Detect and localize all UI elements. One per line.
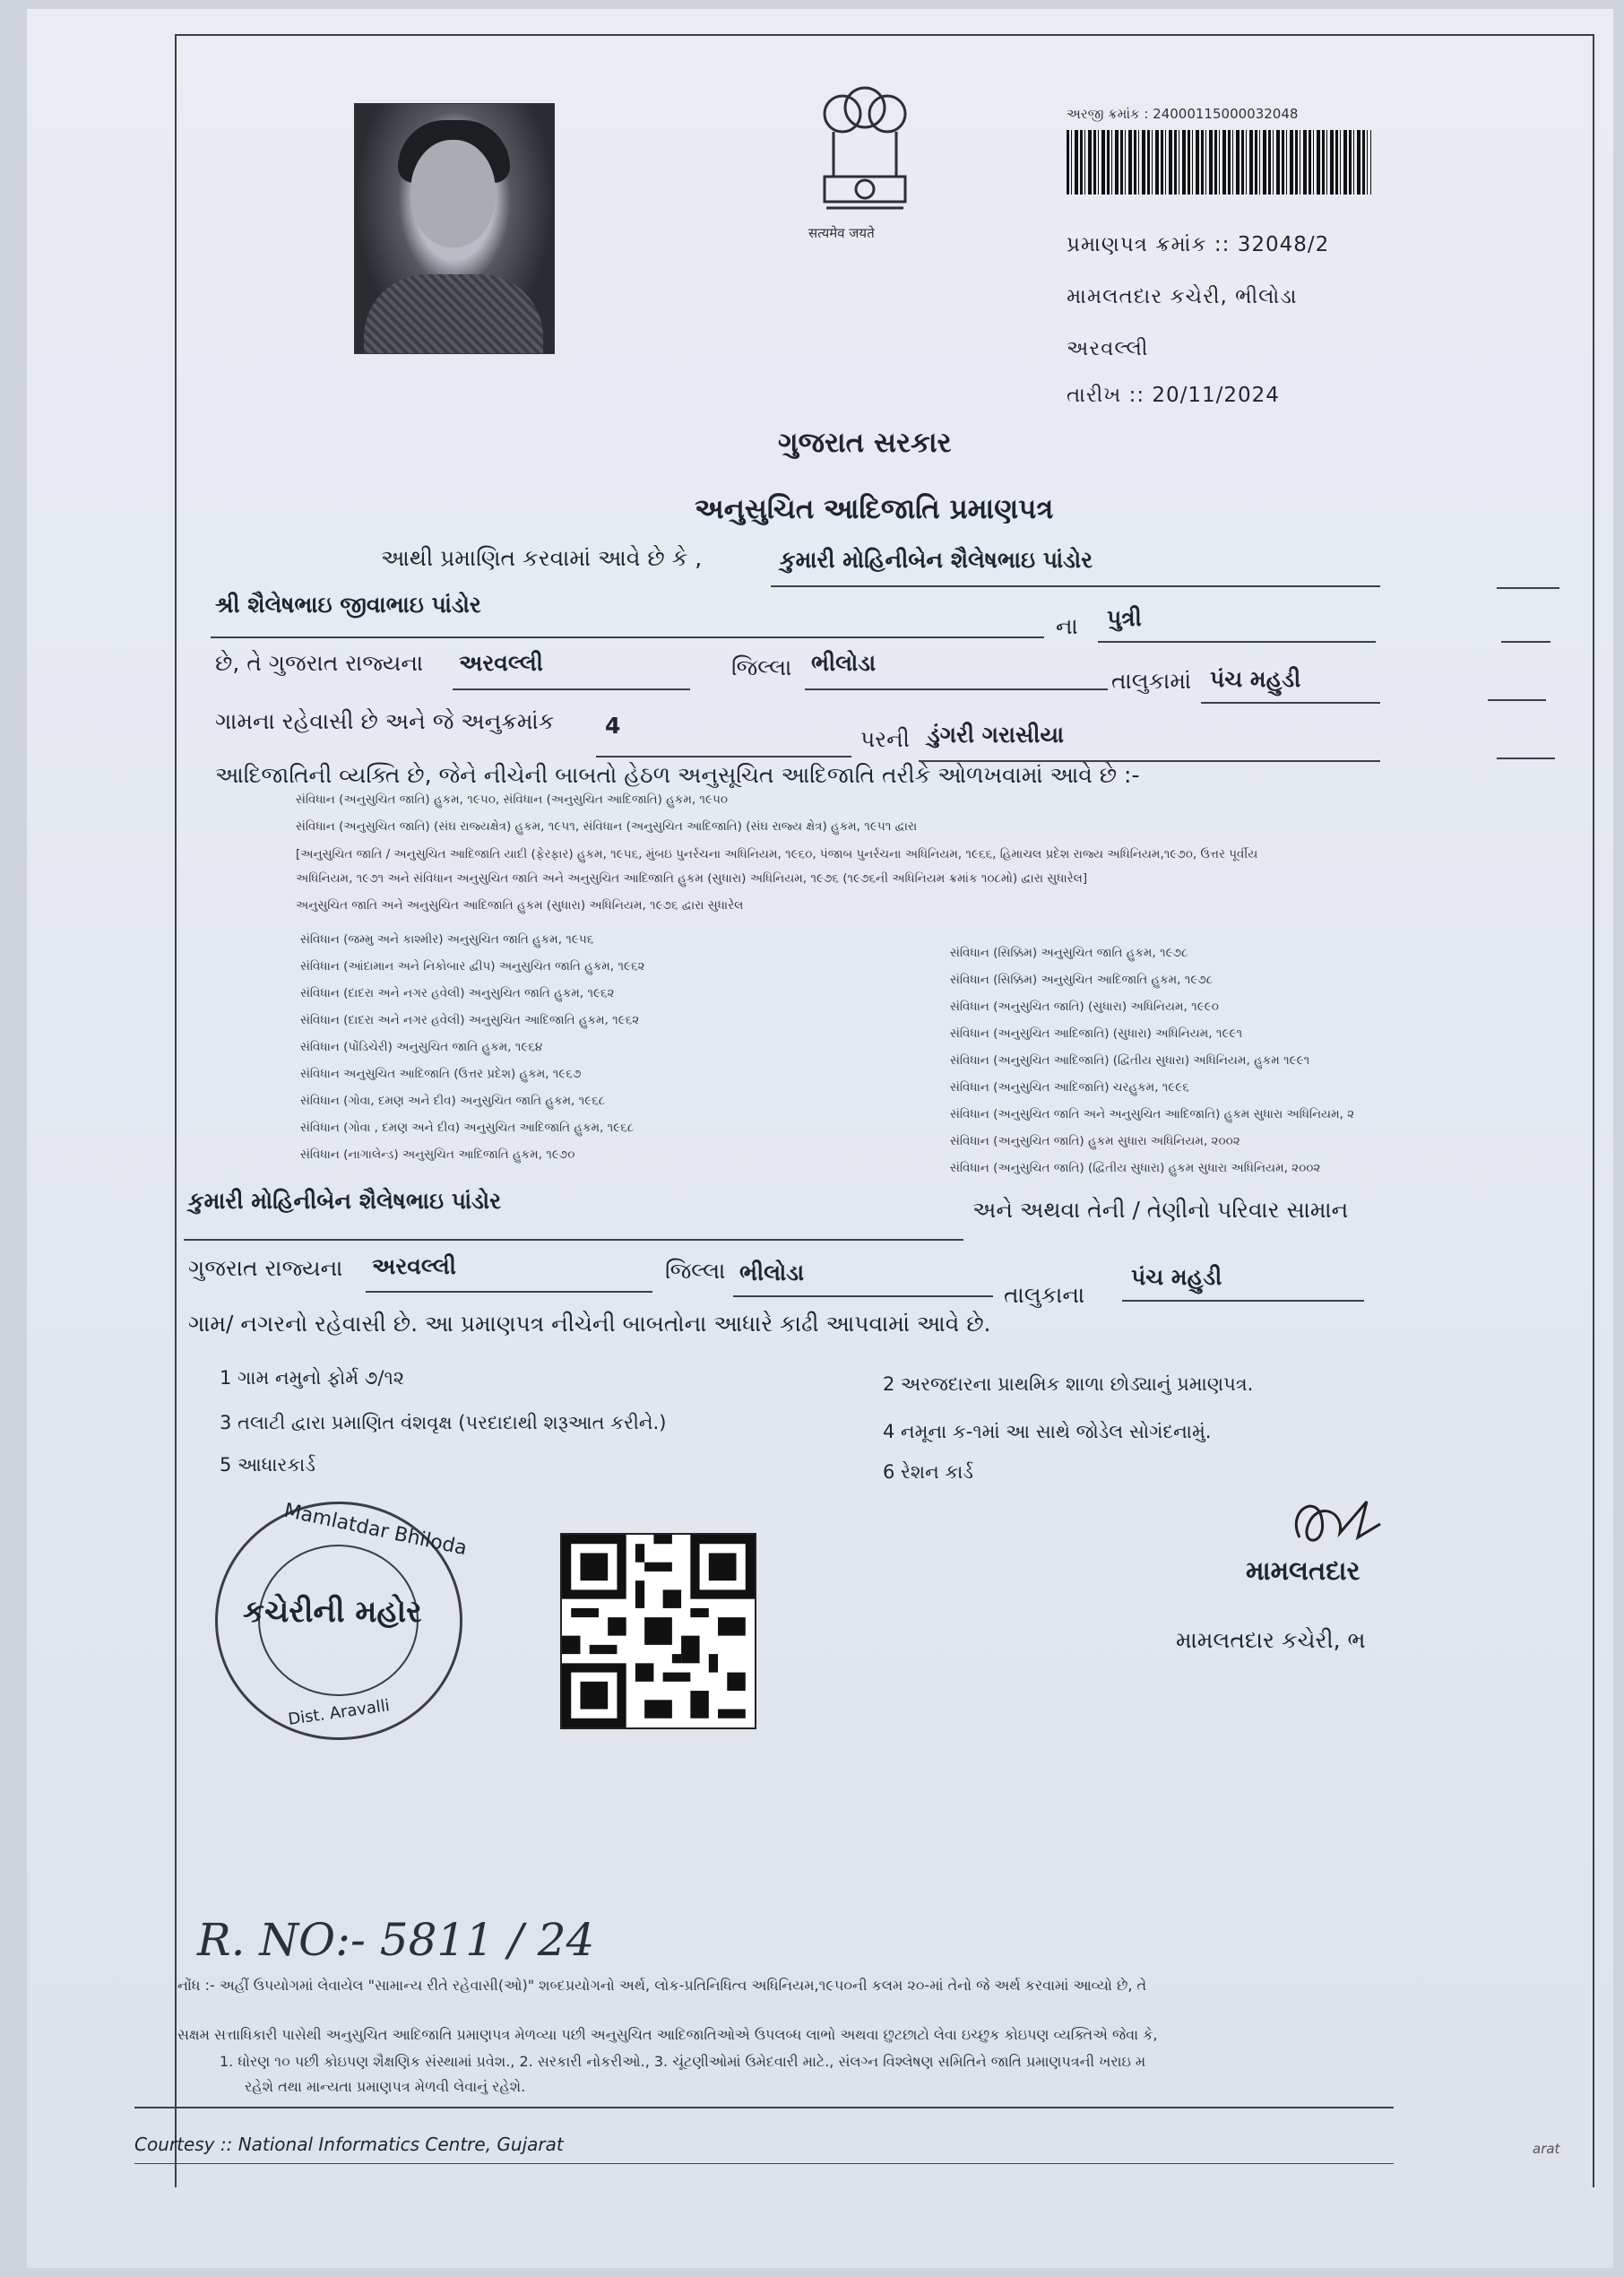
order-line: સંવિધાન (અનુસુચિત જાતિ) (સંઘ રાજ્યક્ષેત્ર) હુકમ, ૧૯૫૧, સંવિધાન (અનુસુચિત આદિજાતિ) (સંઘ રાજ્ય ક્ષેત્ર) હુકમ, ૧૯૫૧ દ્વારા [296,819,918,834]
note-1: નોંધ :- અહીં ઉપયોગમાં લેવાયેલ "સામાન્ય રીતે રહેવાસી(ઓ)" શબ્દપ્રયોગનો અર્થ, લોક-પ્રતિનિધિત્વ અધિનિયમ,૧૯૫૦ની કલમ ૨૦-માં તેનો જે અર્થ કરવામાં આવ્યો છે, તે [177,1977,1147,1994]
seal-top-text: Mamlatdar Bhiloda [281,1499,470,1561]
emblem-motto: सत्यमेव जयते [808,225,875,241]
order-line: અનુસુચિત જાતિ અને અનુસુચિત આદિજાતિ હુકમ (સુધારા) અધિનિયમ, ૧૯૭૬ દ્વારા સુધારેલ [296,898,744,913]
taluka-value-lower: ભીલોડા [739,1260,805,1286]
order-left: સંવિધાન (પોંડિચેરી) અનુસુચિત જાતિ હુકમ, ૧૯૬૪ [300,1040,543,1054]
applicant-name: કુમારી મોહિનીબેન શૈલેષભાઇ પાંડોર [780,547,1093,573]
order-right: સંવિધાન (અનુસુચિત જાતિ) હુકમ સુધારા અધિનિયમ, ૨૦૦૨ [950,1134,1240,1148]
signatory-title: મામલતદાર [1246,1555,1361,1586]
order-left: સંવિધાન (નાગાલેન્ડ) અનુસુચિત આદિજાતિ હુકમ, ૧૯૭૦ [300,1147,575,1162]
issue-date: તારીખ :: 20/11/2024 [1067,384,1280,407]
seal-bottom-text: Dist. Aravalli [287,1696,392,1729]
intro-text: આથી પ્રમાણિત કરવામાં આવે છે કે , [381,545,703,571]
order-left: સંવિધાન (ગોવા , દમણ અને દીવ) અનુસુચિત આદિજાતિ હુકમ, ૧૯૬૮ [300,1121,635,1135]
order-left: સંવિધાન (જમ્મુ અને કાશ્મીર) અનુસુચિત જાતિ હુકમ, ૧૯૫૬ [300,932,594,947]
order-left: સંવિધાન અનુસુચિત આદિજાતિ (ઉત્તર પ્રદેશ) હુકમ, ૧૯૬૭ [300,1067,582,1081]
district-value: અરવલ્લી [459,650,543,676]
village-value: પંચ મહુડી [1210,666,1301,692]
note-4: રહેશે તથા માન્યતા પ્રમાણપત્ર મેળવી લેવાનું રહેશે. [245,2078,526,2095]
application-number: અરજી ક્રમાંક : 24000115000032048 [1067,106,1299,122]
signatory-office: મામલતદાર કચેરી, ભ [1176,1627,1366,1653]
document-item: 3 તલાટી દ્વારા પ્રમાણિત વંશવૃક્ષ (પરદાદાથી શરૂઆત કરીને.) [220,1412,667,1433]
note-2: સક્ષમ સત્તાધિકારી પાસેથી અનુસુચિત આદિજાતિ પ્રમાણપત્ર મેળવ્યા પછી અનુસુચિત આદિજાતિઓએ ઉપલબ્ધ લાભો અથવા છુટછાટો લેવા ઇચ્છુક કોઇપણ વ્યક્તિએ જેવા કે, [177,2026,1158,2043]
footer-courtesy: Courtesy :: National Informatics Centre, Gujarat [134,2134,564,2155]
taluka-label-lower: તાલુકાના [1004,1282,1085,1308]
order-right: સંવિધાન (અનુસુચિત જાતિ) (દ્વિતીય સુધારા) હુકમ સુધારા અધિનિયમ, ૨૦૦૨ [950,1161,1321,1175]
order-right: સંવિધાન (અનુસુચિત આદિજાતિ) ચરહુકમ, ૧૯૯૬ [950,1080,1189,1095]
application-barcode [1067,130,1371,195]
applicant-photo [354,103,555,354]
basis-text: ગામ/ નગરનો રહેવાસી છે. આ પ્રમાણપત્ર નીચેની બાબતોના આધારે કાઢી આપવામાં આવે છે. [188,1311,991,1337]
tribe-name: ડુંગરી ગરાસીયા [928,722,1065,748]
order-left: સંવિધાન (દાદરા અને નગર હવેલી) અનુસુચિત જાતિ હુકમ, ૧૯૬૨ [300,986,615,1000]
relation-value: પુત્રી [1107,605,1142,631]
qr-code [560,1533,756,1729]
order-line: અધિનિયમ, ૧૯૭૧ અને સંવિધાન અનુસુચિત જાતિ અને અનુસુચિત આદિજાતિ હુકમ (સુધારા) અધિનિયમ, ૧૯૭૬ (૧૯૭૬ની અધિનિયમ ક્રમાંક ૧૦૮મો) દ્વારા સુધારેલ] [296,871,1088,886]
order-left: સંવિધાન (દાદરા અને નગર હવેલી) અનુસુચિત આદિજાતિ હુકમ, ૧૯૬૨ [300,1013,640,1027]
state-label-lower: ગુજરાત રાજ્યના [188,1255,343,1281]
order-right: સંવિધાન (સિક્કિમ) અનુસુચિત આદિજાતિ હુકમ, ૧૯૭૮ [950,973,1214,987]
resident-text: ગામના રહેવાસી છે અને જે અનુક્રમાંક [215,708,555,734]
of-label: ના [1056,613,1078,639]
certificate-border [175,34,1594,2187]
order-right: સંવિધાન (અનુસુચિત જાતિ) (સુધારા) અધિનિયમ, ૧૯૯૦ [950,1000,1219,1014]
document-item: 4 નમૂના ક-૧માં આ સાથે જોડેલ સોગંદનામું. [883,1421,1212,1442]
document-item: 1 ગામ નમુનો ફોર્મ ૭/૧૨ [220,1367,405,1389]
order-right: સંવિધાન (અનુસુચિત આદિજાતિ) (દ્વિતીય સુધારા) અધિનિયમ, હુકમ ૧૯૯૧ [950,1053,1310,1068]
seal-center-text: કચેરીની મહોર [243,1594,422,1630]
signature-mark [1282,1484,1389,1555]
handwritten-register-number: R. NO:- 5811 / 24 [197,1914,595,1966]
certificate-paper [27,9,1613,2268]
par-label: પરની [860,726,910,752]
district-label-lower: જિલ્લા [665,1258,726,1284]
footer-right: arat [1533,2141,1560,2157]
order-right: સંવિધાન (સિક્કિમ) અનુસુચિત જાતિ હુકમ, ૧૯૭૮ [950,946,1188,960]
office-seal [215,1499,470,1740]
issuing-office: મામલતદાર કચેરી, ભીલોડા [1067,285,1298,308]
family-text: અને અથવા તેની / તેણીનો પરિવાર સામાન [972,1197,1349,1223]
note-3: 1. ધોરણ ૧૦ પછી કોઇપણ શૈક્ષણિક સંસ્થામાં પ્રવેશ., 2. સરકારી નોકરીઓ., 3. ચૂંટણીઓમાં ઉમેદવારી માટે., સંલગ્ન વિશ્લેષણ સમિતિને જાતિ પ્રમાણપત્રની ખરાઇ મ [220,2053,1146,2070]
recognition-text: આદિજાતિની વ્યક્તિ છે, જેને નીચેની બાબતો હેઠળ અનુસૂચિત આદિજાતિ તરીકે ઓળખવામાં આવે છે :- [215,762,1140,788]
village-value-lower: પંચ મહુડી [1131,1264,1222,1290]
order-right: સંવિધાન (અનુસુચિત જાતિ અને અનુસુચિત આદિજાતિ) હુકમ સુધારા અધિનિયમ, ૨ [950,1107,1355,1121]
district-label: જિલ્લા [731,654,792,680]
order-right: સંવિધાન (અનુસુચિત આદિજાતિ) (સુધારા) અધિનિયમ, ૧૯૯૧ [950,1026,1243,1041]
district-value-lower: અરવલ્લી [372,1253,456,1279]
taluka-value: ભીલોડા [811,650,877,676]
taluka-label: તાલુકામાં [1111,668,1192,694]
issuing-district: અરવલ્લી [1067,337,1149,360]
order-left: સંવિધાન (આંદામાન અને નિકોબાર દ્વીપ) અનુસુચિત જાતિ હુકમ, ૧૯૬૨ [300,959,645,974]
government-title: ગુજરાત સરકાર [778,427,952,459]
document-item: 5 આધારકાર્ડ [220,1454,315,1476]
order-left: સંવિધાન (ગોવા, દમણ અને દીવ) અનુસુચિત જાતિ હુકમ, ૧૯૬૮ [300,1094,606,1108]
document-item: 2 અરજદારના પ્રાથમિક શાળા છોડ્યાનું પ્રમાણપત્ર. [883,1373,1254,1395]
serial-number: 4 [605,713,621,739]
order-line: [અનુસુચિત જાતિ / અનુસુચિત આદિજાતિ યાદી (ફેરફાર) હુકમ, ૧૯૫૬, મુંબઇ પુનર્રચના અધિનિયમ, ૧૯૬૦, પંજાબ પુનર્રચના અધિનિયમ, ૧૯૬૬, હિમાચલ પ્રદેશ રાજ્ય અધિનિયમ,૧૯૭૦, ઉત્તર પૂર્વીય [296,847,1258,861]
applicant-name-lower: કુમારી મોહિનીબેન શૈલેષભાઇ પાંડોર [188,1188,502,1214]
father-name: શ્રી શૈલેષભાઇ જીવાભાઇ પાંડોર [215,592,481,618]
certificate-title: અનુસુચિત આદિજાતિ પ્રમાણપત્ર [695,493,1054,525]
document-item: 6 રેશન કાર્ડ [883,1461,973,1483]
state-prefix: છે, તે ગુજરાત રાજ્યના [215,650,424,676]
certificate-number: પ્રમાણપત્ર ક્રમાંક :: 32048/2 [1067,233,1330,256]
order-line: સંવિધાન (અનુસુચિત જાતિ) હુકમ, ૧૯૫૦, સંવિધાન (અનુસુચિત આદિજાતિ) હુકમ, ૧૯૫૦ [296,792,729,807]
